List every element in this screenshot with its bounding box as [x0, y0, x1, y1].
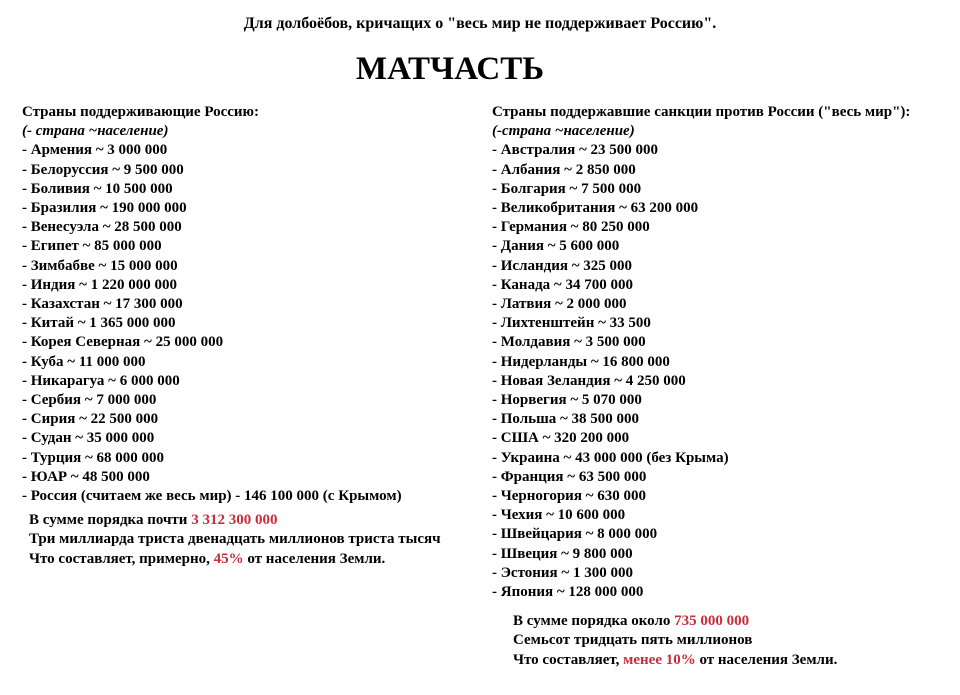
supporter-country-line: - Боливия ~ 10 500 000 [22, 180, 173, 197]
supporter-country-line: - Венесуэла ~ 28 500 000 [22, 219, 182, 236]
supporter-country-line: - Египет ~ 85 000 000 [22, 238, 162, 255]
summary-highlight: менее 10% [623, 651, 696, 668]
summary-text: от населения Земли. [243, 550, 386, 567]
sanctions-list [492, 141, 952, 602]
sanction-country-line: - Германия ~ 80 250 000 [492, 219, 650, 236]
summary-highlight: 735 000 000 [674, 613, 750, 630]
sanction-country-line: - Австралия ~ 23 500 000 [492, 142, 659, 159]
sanction-country-line: - Эстония ~ 1 300 000 [492, 564, 633, 581]
supporter-country-line: - Корея Северная ~ 25 000 000 [22, 334, 224, 351]
supporters-summary [29, 511, 492, 569]
supporters-summary-line [29, 511, 492, 530]
summary-text: Семьсот тридцать пять миллионов [513, 632, 753, 649]
columns-container [0, 103, 960, 670]
sanction-country-line: - Япония ~ 128 000 000 [492, 584, 644, 601]
sanction-country-line: - Норвегия ~ 5 070 000 [492, 392, 642, 409]
supporter-country-line: - Индия ~ 1 220 000 000 [22, 276, 177, 293]
supporter-country-line: - Судан ~ 35 000 000 [22, 430, 155, 447]
summary-text: Что составляет, [513, 651, 624, 668]
sanction-country-line: - Новая Зеландия ~ 4 250 000 [492, 372, 686, 389]
sanction-country-line: - Латвия ~ 2 000 000 [492, 296, 627, 313]
sanction-country-line: - Нидерланды ~ 16 800 000 [492, 353, 670, 370]
sanction-country-line: - Чехия ~ 10 600 000 [492, 507, 626, 524]
supporter-country-line: - Сирия ~ 22 500 000 [22, 411, 159, 428]
supporter-country-line: - ЮАР ~ 48 500 000 [22, 468, 150, 485]
page-title: МАТЧАСТЬ [355, 51, 545, 87]
supporter-country-line: - Бразилия ~ 190 000 000 [22, 200, 187, 217]
sanction-country-line: - Великобритания ~ 63 200 000 [492, 200, 699, 217]
sanction-country-line: - Швейцария ~ 8 000 000 [492, 526, 658, 543]
supporter-country-line: - Турция ~ 68 000 000 [22, 449, 165, 466]
supporter-country-line: - Казахстан ~ 17 300 000 [22, 296, 183, 313]
supporter-country-line: - Армения ~ 3 000 000 [22, 142, 168, 159]
sanctions-column [492, 103, 952, 670]
sanction-country-line: - Канада ~ 34 700 000 [492, 276, 633, 293]
summary-text: Что составляет, примерно, [29, 550, 214, 567]
sanction-country-line: - Дания ~ 5 600 000 [492, 238, 620, 255]
sanctions-summary-line [513, 612, 952, 631]
sanctions-summary-line [513, 651, 952, 670]
supporter-country-line: - Россия (считаем же весь мир) - 146 100 000 (с Крымом) [22, 488, 402, 505]
sanction-country-line: - Швеция ~ 9 800 000 [492, 545, 633, 562]
sanctions-heading: Страны поддержавшие санкции против России ("весь мир"): [492, 104, 911, 120]
supporter-country-line: - Белоруссия ~ 9 500 000 [22, 161, 184, 178]
sanction-country-line: - Молдавия ~ 3 500 000 [492, 334, 646, 351]
sanctions-summary-line [513, 631, 952, 650]
supporters-column [22, 103, 492, 569]
summary-text: Три миллиарда триста двенадцать миллионов триста тысяч [29, 531, 441, 548]
sanction-country-line: - Украина ~ 43 000 000 (без Крыма) [492, 449, 729, 466]
sanction-country-line: - Польша ~ 38 500 000 [492, 411, 640, 428]
sanction-country-line: - США ~ 320 200 000 [492, 430, 630, 447]
sanction-country-line: - Болгария ~ 7 500 000 [492, 180, 642, 197]
supporters-subheading: (- страна ~население) [22, 123, 169, 140]
sanction-country-line: - Лихтенштейн ~ 33 500 [492, 315, 651, 332]
supporters-heading: Страны поддерживающие Россию: [22, 104, 260, 120]
supporters-summary-line [29, 530, 492, 549]
summary-highlight: 45% [213, 550, 244, 567]
summary-text: В сумме порядка около [513, 613, 675, 630]
supporters-list [22, 141, 492, 506]
intro-line: Для долбоёбов, кричащих о "весь мир не поддерживает Россию". [243, 15, 717, 32]
supporter-country-line: - Куба ~ 11 000 000 [22, 353, 146, 370]
supporter-country-line: - Сербия ~ 7 000 000 [22, 392, 157, 409]
supporter-country-line: - Зимбабве ~ 15 000 000 [22, 257, 178, 274]
sanctions-summary [513, 612, 952, 670]
supporter-country-line: - Никарагуа ~ 6 000 000 [22, 372, 180, 389]
supporters-summary-line [29, 550, 492, 569]
summary-text: от населения Земли. [695, 651, 838, 668]
summary-highlight: 3 312 300 000 [191, 512, 278, 529]
summary-text: В сумме порядка почти [29, 512, 192, 529]
sanction-country-line: - Франция ~ 63 500 000 [492, 468, 647, 485]
supporter-country-line: - Китай ~ 1 365 000 000 [22, 315, 176, 332]
sanction-country-line: - Албания ~ 2 850 000 [492, 161, 636, 178]
sanction-country-line: - Черногория ~ 630 000 [492, 488, 646, 505]
sanction-country-line: - Исландия ~ 325 000 [492, 257, 633, 274]
sanctions-subheading: (-страна ~население) [492, 123, 635, 140]
